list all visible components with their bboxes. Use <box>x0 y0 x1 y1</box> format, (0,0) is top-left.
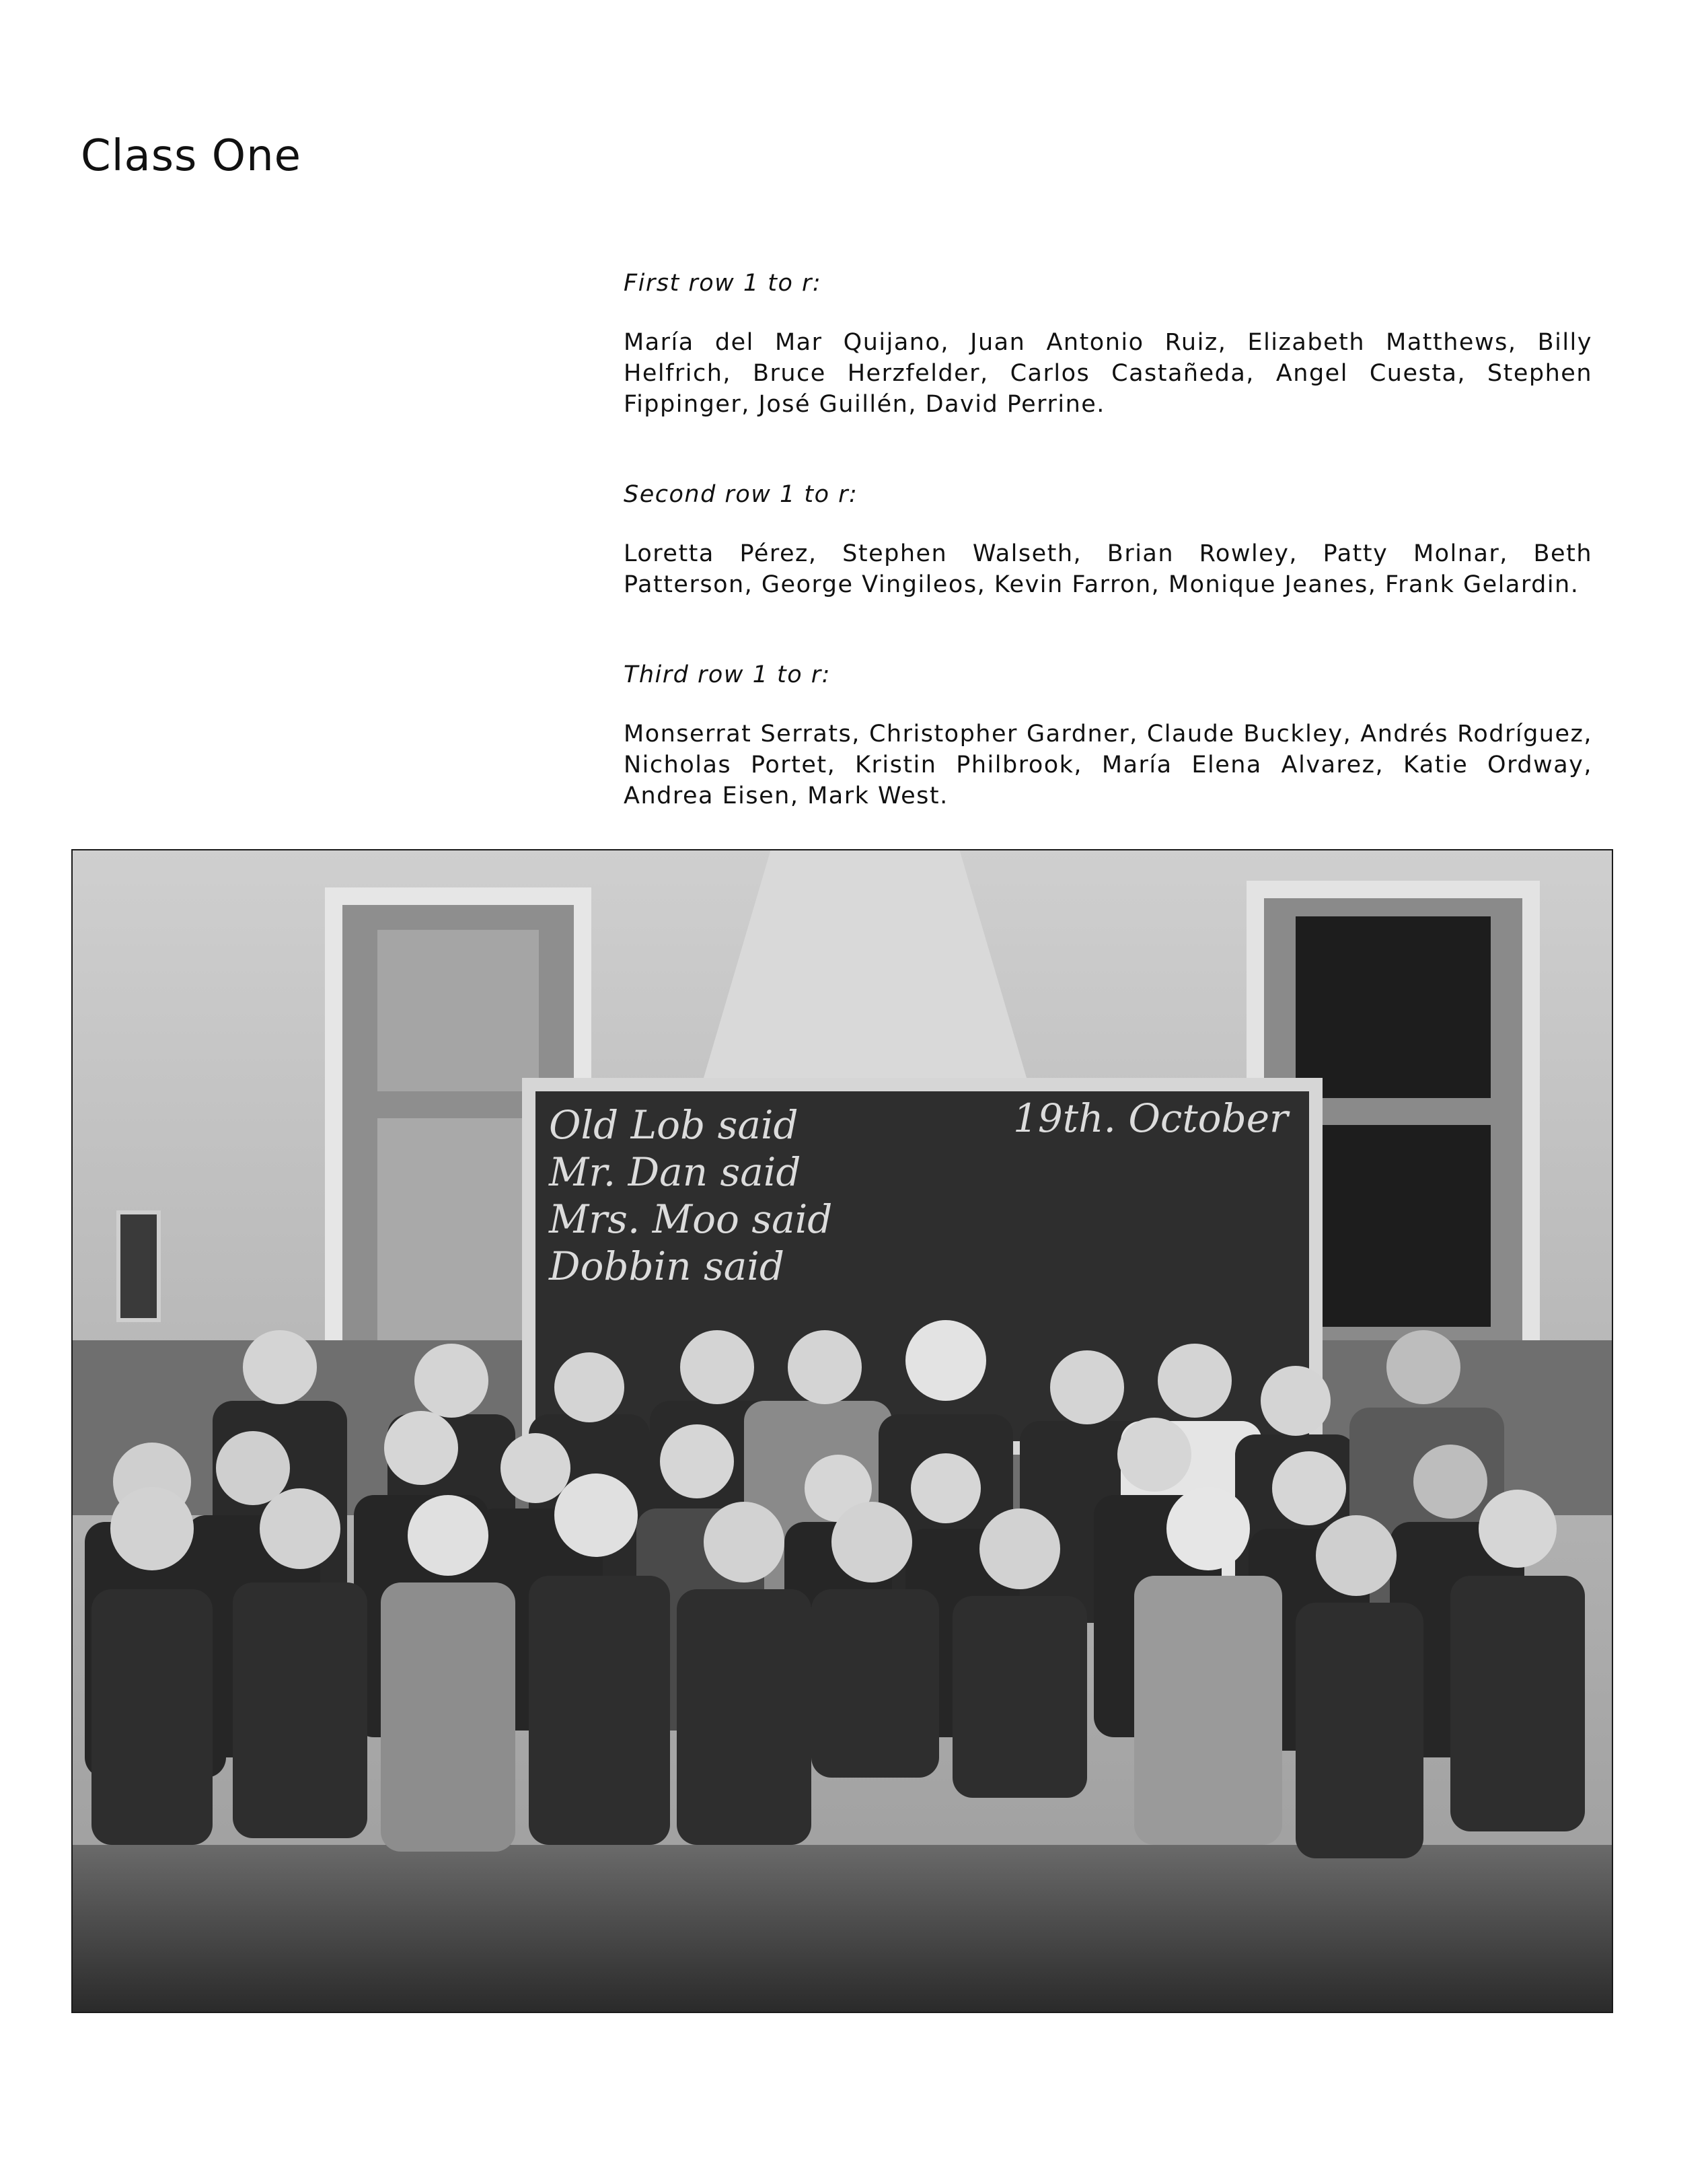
second-row-heading: Second row 1 to r: <box>624 481 858 508</box>
third-row-heading: Third row 1 to r: <box>624 661 831 688</box>
first-row-caption <box>624 268 1592 420</box>
class-photo-image <box>71 849 1613 2013</box>
third-row-names: Monserrat Serrats, Christopher Gardner, Claude Buckley, Andrés Rodríguez, Nicholas Portet, Kristin Philbrook, María Elena Alvarez, Katie Ordway, Andrea Eisen, Mark West. <box>624 721 1592 809</box>
chalkboard-line: Dobbin said <box>549 1243 785 1289</box>
second-row-caption <box>624 479 1592 600</box>
window-pane <box>1296 916 1491 1098</box>
window-pane <box>377 1118 539 1347</box>
first-row-heading: First row 1 to r: <box>624 270 822 297</box>
window-pane <box>377 930 539 1091</box>
classroom-floor <box>71 1845 1613 2013</box>
chalkboard-line: Mr. Dan said <box>549 1149 801 1195</box>
third-row-caption <box>624 659 1592 811</box>
chalkboard-date: 19th. October <box>1013 1095 1288 1141</box>
chalkboard-line: Mrs. Moo said <box>549 1196 833 1242</box>
second-row-names: Loretta Pérez, Stephen Walseth, Brian Rowley, Patty Molnar, Beth Patterson, George Vingileos, Kevin Farron, Monique Jeanes, Frank Gelardin. <box>624 540 1592 598</box>
page-title: Class One <box>81 131 302 181</box>
wall-picture <box>118 1212 159 1320</box>
chalkboard-line: Old Lob said <box>549 1102 799 1148</box>
class-photo <box>71 849 1613 2013</box>
first-row-names: María del Mar Quijano, Juan Antonio Ruiz, Elizabeth Matthews, Billy Helfrich, Bruce Herzfelder, Carlos Castañeda, Angel Cuesta, Stephen Fippinger, José Guillén, David Perrine. <box>624 329 1592 418</box>
window-pane <box>1296 1125 1491 1327</box>
